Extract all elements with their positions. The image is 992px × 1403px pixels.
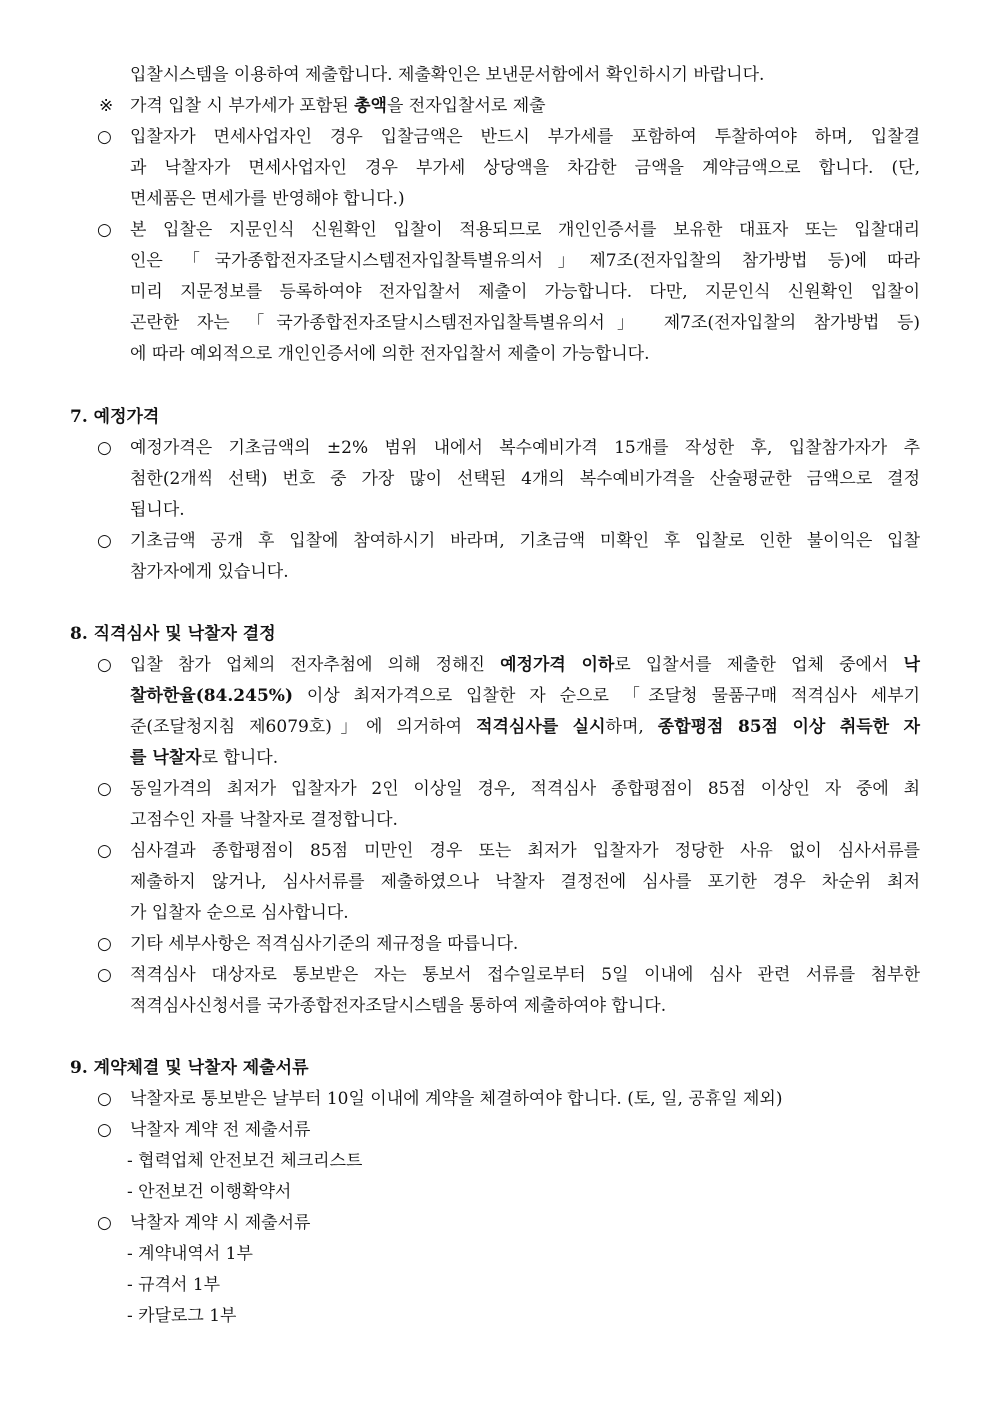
- section-7-heading: 7. 예정가격: [70, 407, 160, 427]
- text-line: 심사결과 종합평점이 85점 미만인 경우 또는 최저가 입찰자가 정당한 사유 없이 심사서류를: [130, 841, 920, 861]
- text-line: 준(조달청지침 제6079호)」에 의거하여 적격심사를 실시하며, 종합평점 85점 이상 취득한 자: [130, 717, 921, 737]
- text-line: 본 입찰은 지문인식 신원확인 입찰이 적용되므로 개인인증서를 보유한 대표자 또는 입찰대리: [130, 220, 920, 240]
- text-line: 입찰 참가 업체의 전자추첨에 의해 정해진 예정가격 이하로 입찰서를 제출한 업체 중에서 낙: [130, 655, 920, 675]
- text-line: 를 낙찰자로 합니다.: [130, 748, 279, 768]
- bullet-symbol: ○: [97, 127, 112, 147]
- list-item: - 계약내역서 1부: [127, 1244, 253, 1264]
- text-line: 됩니다.: [130, 500, 185, 520]
- text-line: 입찰자가 면세사업자인 경우 입찰금액은 반드시 부가세를 포함하여 투찰하여야 하며, 입찰결: [130, 127, 920, 147]
- text-line: 기초금액 공개 후 입찰에 참여하시기 바라며, 기초금액 미확인 후 입찰로 인한 불이익은 입찰: [130, 531, 920, 551]
- bullet-symbol: ○: [97, 655, 112, 675]
- text-line: 동일가격의 최저가 입찰자가 2인 이상일 경우, 적격심사 종합평점이 85점 이상인 자 중에 최: [130, 779, 920, 799]
- bullet-symbol: ○: [97, 438, 112, 458]
- text-line: 낙찰자 계약 전 제출서류: [130, 1120, 311, 1140]
- text-line: 면세품은 면세가를 반영해야 합니다.): [130, 189, 405, 209]
- bullet-symbol: ○: [97, 1089, 112, 1109]
- bullet-symbol: ○: [97, 841, 112, 861]
- bullet-symbol: ○: [97, 934, 112, 954]
- text-line: 미리 지문정보를 등록하여야 전자입찰서 제출이 가능합니다. 다만, 지문인식 신원확인 입찰이: [130, 282, 920, 302]
- intro-line: 입찰시스템을 이용하여 제출합니다. 제출확인은 보낸문서함에서 확인하시기 바랍니다.: [130, 65, 765, 85]
- text-line: 찰하한율(84.245%) 이상 최저가격으로 입찰한 자 순으로 「조달청 물품구매 적격심사 세부기: [130, 686, 920, 706]
- bullet-symbol: ○: [97, 1213, 112, 1233]
- text-line: 기타 세부사항은 적격심사기준의 제규정을 따릅니다.: [130, 934, 519, 954]
- list-item: - 안전보건 이행확약서: [127, 1182, 292, 1202]
- text-line: 에 따라 예외적으로 개인인증서에 의한 전자입찰서 제출이 가능합니다.: [130, 344, 650, 364]
- text-line: 인은 「국가종합전자조달시스템전자입찰특별유의서」제7조(전자입찰의 참가방법 등)에 따라: [130, 251, 920, 271]
- text-line: 낙찰자 계약 시 제출서류: [130, 1213, 311, 1233]
- text-line: 가 입찰자 순으로 심사합니다.: [130, 903, 349, 923]
- list-item: - 협력업체 안전보건 체크리스트: [127, 1151, 363, 1171]
- text-line: 적격심사신청서를 국가종합전자조달시스템을 통하여 제출하여야 합니다.: [130, 996, 667, 1016]
- bullet-symbol: ○: [97, 220, 112, 240]
- text-line: 참가자에게 있습니다.: [130, 562, 289, 582]
- text-line: 낙찰자로 통보받은 날부터 10일 이내에 계약을 체결하여야 합니다. (토, 일, 공휴일 제외): [130, 1089, 783, 1109]
- text-line: 첨한(2개씩 선택) 번호 중 가장 많이 선택된 4개의 복수예비가격을 산술평균한 금액으로 결정: [130, 469, 920, 489]
- bullet-symbol: ○: [97, 531, 112, 551]
- list-item: - 규격서 1부: [127, 1275, 221, 1295]
- section-9-heading: 9. 계약체결 및 낙찰자 제출서류: [70, 1058, 309, 1078]
- text-line: 고점수인 자를 낙찰자로 결정합니다.: [130, 810, 398, 830]
- section-8-heading: 8. 직격심사 및 낙찰자 결정: [70, 624, 276, 644]
- note-mark: ※: [99, 96, 114, 116]
- bullet-symbol: ○: [97, 779, 112, 799]
- bullet-symbol: ○: [97, 1120, 112, 1140]
- note-vat-total: 가격 입찰 시 부가세가 포함된 총액을 전자입찰서로 제출: [130, 96, 546, 116]
- text-line: 곤란한 자는 「국가종합전자조달시스템전자입찰특별유의서」 제7조(전자입찰의 참가방법 등): [130, 313, 920, 333]
- text-line: 제출하지 않거나, 심사서류를 제출하였으나 낙찰자 결정전에 심사를 포기한 경우 차순위 최저: [130, 872, 920, 892]
- text-line: 예정가격은 기초금액의 ±2% 범위 내에서 복수예비가격 15개를 작성한 후, 입찰참가자가 추: [130, 438, 920, 458]
- bullet-symbol: ○: [97, 965, 112, 985]
- text-line: 과 낙찰자가 면세사업자인 경우 부가세 상당액을 차감한 금액을 계약금액으로 합니다. (단,: [130, 158, 920, 178]
- text-line: 적격심사 대상자로 통보받은 자는 통보서 접수일로부터 5일 이내에 심사 관련 서류를 첨부한: [130, 965, 920, 985]
- list-item: - 카달로그 1부: [127, 1306, 237, 1326]
